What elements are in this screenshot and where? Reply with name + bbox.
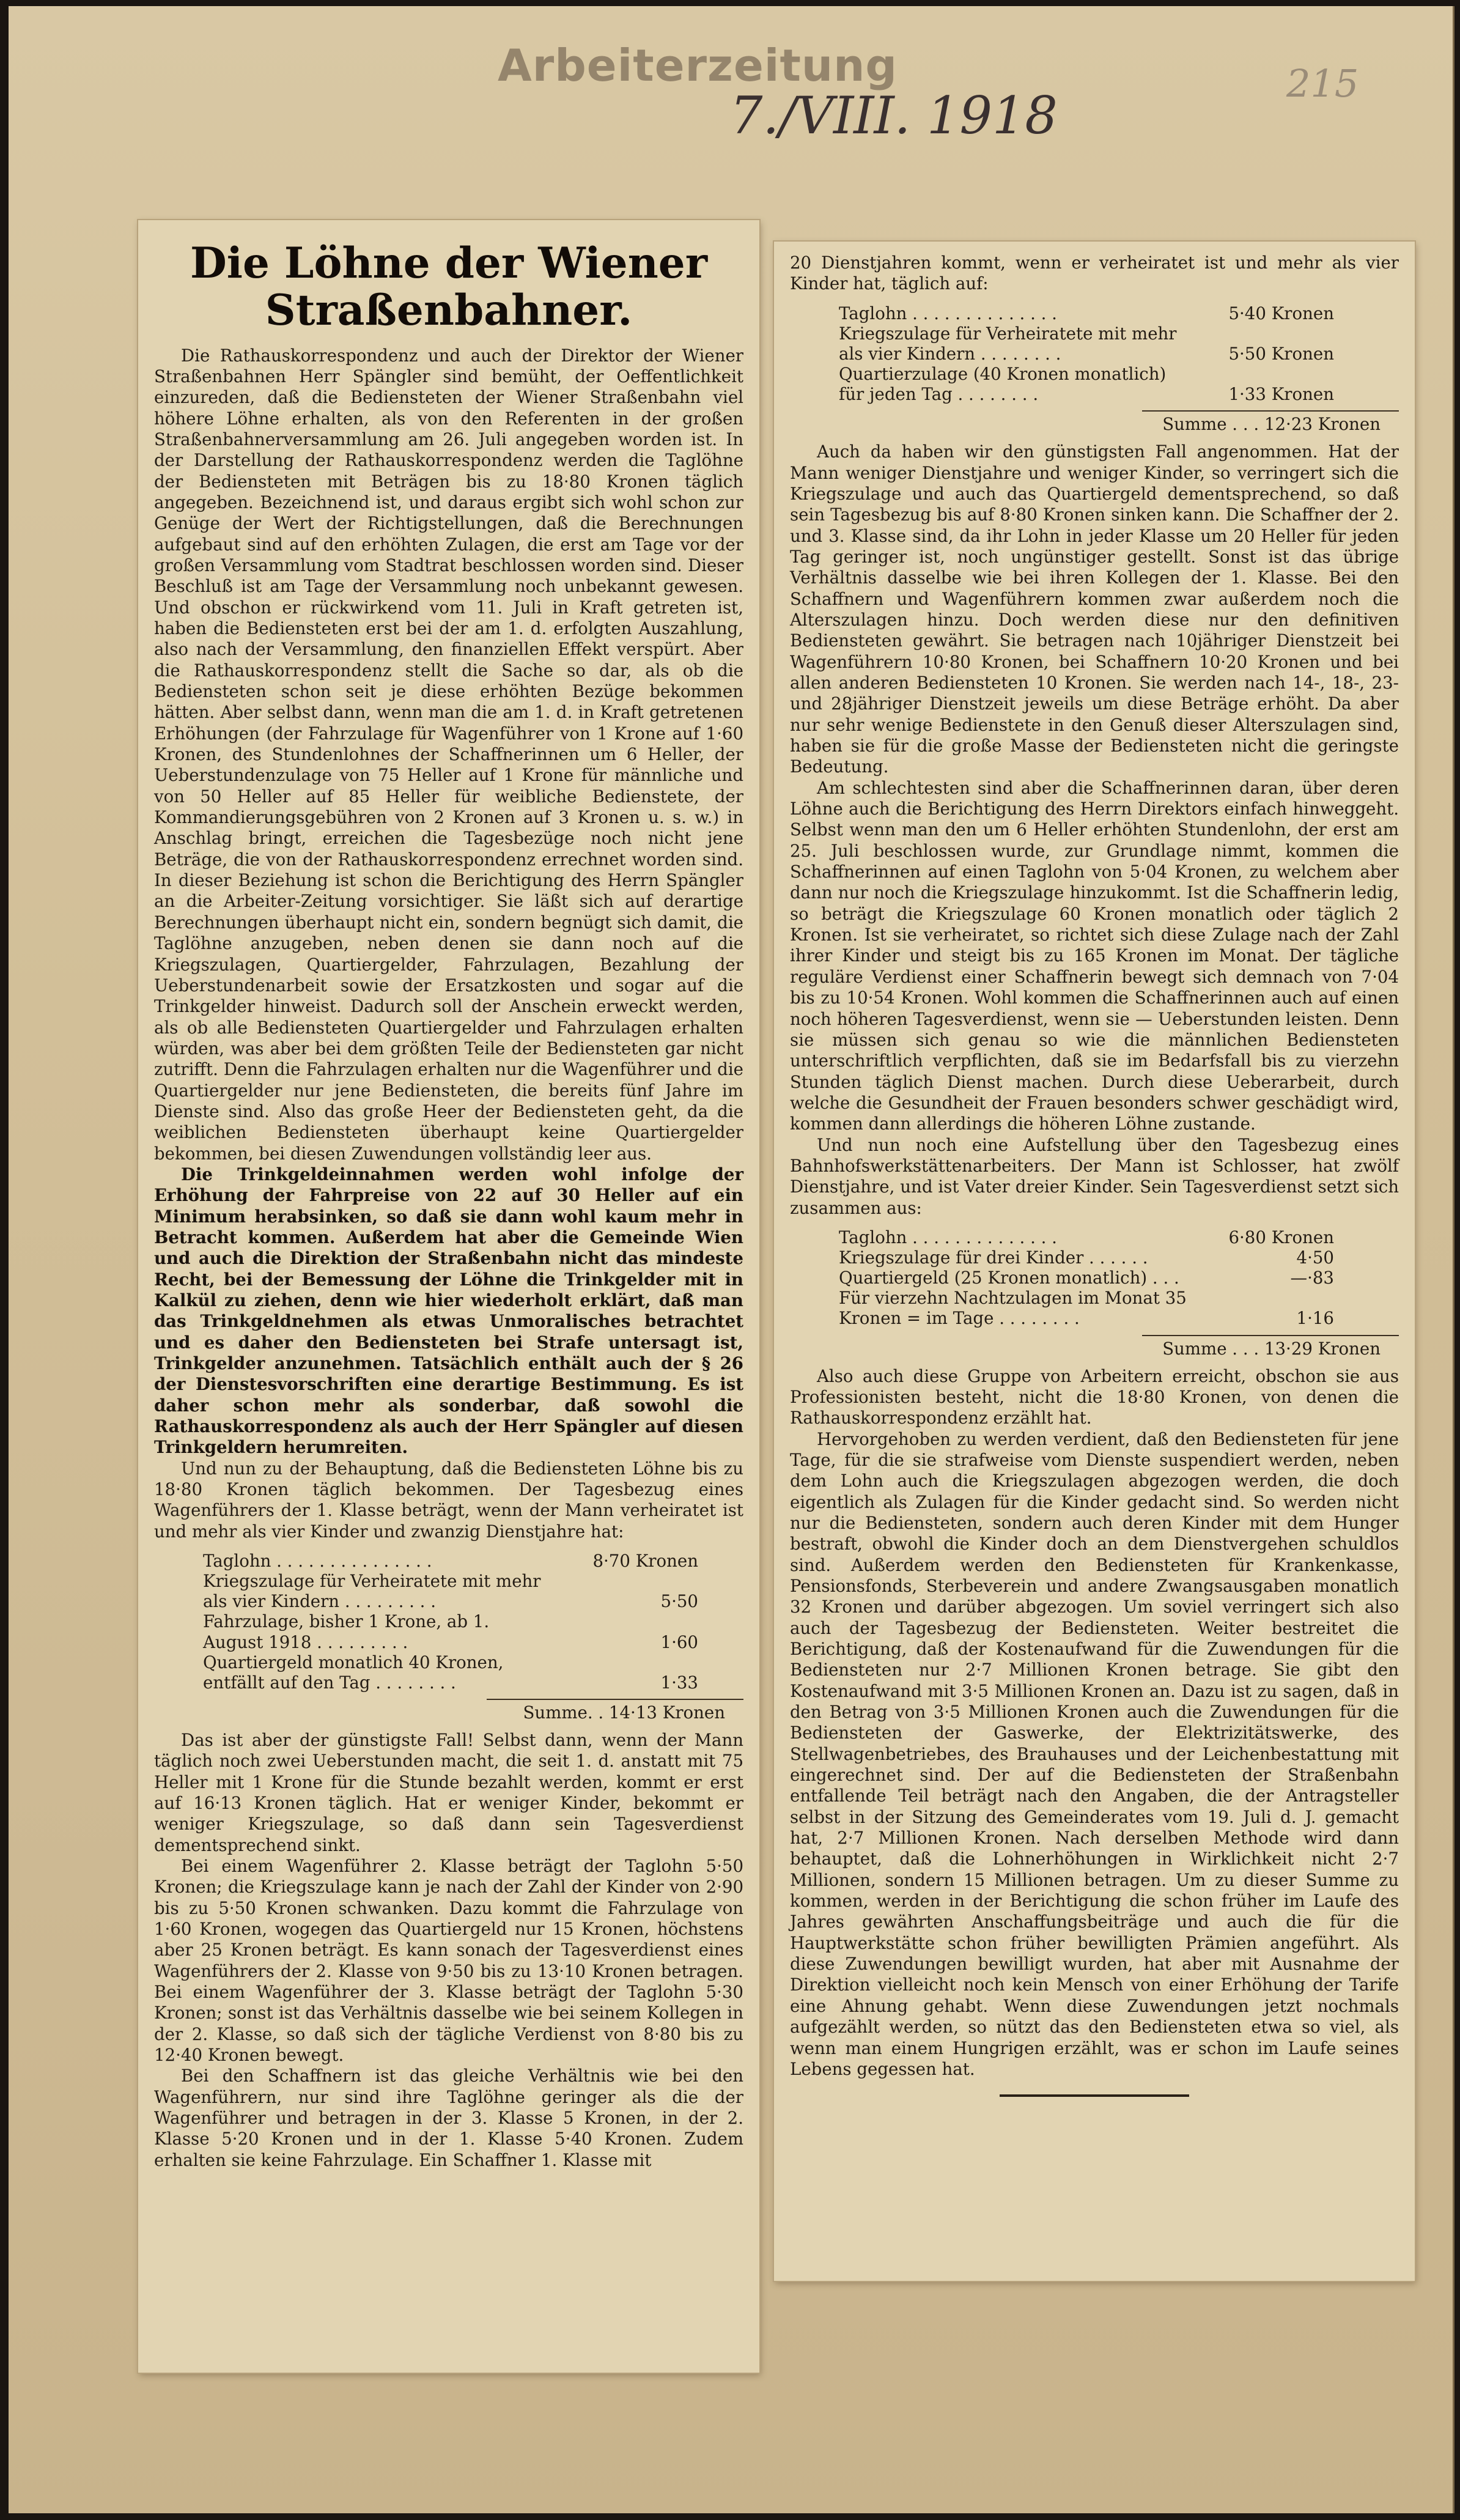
table-sum: Summe. . 14·13 Kronen: [523, 1702, 725, 1723]
table-label: Kriegszulage für drei Kinder . . . . . .: [839, 1247, 1148, 1268]
page-number: 215: [1286, 61, 1359, 106]
paragraph: Hervorgehoben zu werden verdient, daß den Bediensteten für jene Tage, für die sie strafweise vom Dienste suspendiert werden, neben dem Lohn auch die Kriegszulagen abgezogen werden, die doch eigentlich als Zulagen für die Kinder gedacht sind. So werden nicht nur die Bediensteten, sondern auch deren Kinder mit dem Hunger bestraft, obwohl die Kinder doch an dem Dienstvergehen schuldlos sind. Außerdem werden den Bediensteten für Krankenkasse, Pensionsfonds, Sterbeverein und andere Zwangsausgaben monatlich 32 Kronen und darüber abgezogen. Um soviel verringert sich also auch der Tagesbezug der Bediensteten. Weiter bestreitet die Berichtigung, daß der Kostenaufwand für die Zuwendungen für die Bediensteten nur 2·7 Millionen Kronen betrage. Sie gibt den Kostenaufwand mit 3·5 Millionen Kronen an. Dazu ist zu sagen, daß in den Betrag von 3·5 Millionen Kronen auch die Zuwendungen für die Bediensteten der Gaswerke, der Elektrizitätswerke, des Stellwagenbetriebes, des Brauhauses und der Leichenbestattung mit eingerechnet sind. Der auf die Bediensteten der Straßenbahn entfallende Teil beträgt nach den Angaben, die der Antragsteller selbst in der Sitzung des Gemeinderates vom 19. Juli d. J. gemacht hat, 2·7 Millionen Kronen. Nach derselben Methode wird dann behauptet, daß die Lohnerhöhungen in Wirklichkeit nicht 2·7 Millionen, sondern 15 Millionen betragen. Um zu dieser Summe zu kommen, werden in der Berichtigung die schon früher im Laufe des Jahres gewährten Anschaffungsbeiträge und auch die für die Hauptwerkstätte schon früher bewilligten Prämien angeführt. Als diese Zuwendungen bewilligt wurden, hat aber mit Ausnahme der Direktion vielleicht noch kein Mensch von einer Erhöhung der Tarife eine Ahnung gehabt. Wenn diese Zuwendungen jetzt nochmals aufgezählt werden, so nützt das den Bediensteten etwa so viel, als wenn man einem Hungrigen erzählt, was er schon im Laufe seines Lebens gegessen hat.: [790, 1428, 1399, 2079]
wage-table-werkstaette: [839, 1227, 1334, 1329]
paragraph: Und nun noch eine Aufstellung über den Tagesbezug eines Bahnhofswerkstättenarbeiters. Der Mann ist Schlosser, hat zwölf Dienstjahre, und ist Vater dreier Kinder. Sein Tagesverdienst setzt sich zusammen aus:: [790, 1134, 1399, 1218]
table-value: 1·60: [660, 1631, 698, 1652]
table-label: Für vierzehn Nachtzulagen im Monat 35 Kronen = im Tage . . . . . . . .: [839, 1288, 1187, 1329]
table-label: Quartierzulage (40 Kronen monatlich) für jeden Tag . . . . . . . .: [839, 364, 1167, 405]
newspaper-stamp: Arbeiterzeitung: [498, 40, 898, 91]
paragraph: Bei einem Wagenführer 2. Klasse beträgt der Taglohn 5·50 Kronen; die Kriegszulage kann je nach der Zahl der Kinder von 2·90 bis zu 5·50 Kronen schwanken. Dazu kommt die Fahrzulage von 1·60 Kronen, wogegen das Quartiergeld nur 15 Kronen, höchstens aber 25 Kronen beträgt. Es kann sonach der Tagesverdienst eines Wagenführers der 2. Klasse von 9·50 bis zu 13·10 Kronen betragen. Bei einem Wagenführer der 3. Klasse beträgt der Taglohn 5·30 Kronen; sonst ist das Verhältnis dasselbe wie bei seinem Kollegen in der 2. Klasse, so daß sich der tägliche Verdienst von 8·80 bis zu 12·40 Kronen bewegt.: [154, 1855, 743, 2066]
table-value: 5·40 Kronen: [1228, 303, 1334, 323]
table-row: [203, 1611, 698, 1652]
sum-rule: [487, 1699, 743, 1700]
table-value: 6·80 Kronen: [1228, 1227, 1334, 1247]
sum-rule: [1142, 410, 1399, 412]
paragraph: Also auch diese Gruppe von Arbeitern erreicht, obschon sie aus Professionisten besteht, nicht die 18·80 Kronen, von denen die Rathauskorrespondenz erzählt hat.: [790, 1365, 1399, 1428]
clipping-left-column: [138, 220, 759, 2373]
table-row: [839, 364, 1334, 404]
table-row: [839, 1268, 1334, 1288]
paragraph: Auch da haben wir den günstigsten Fall angenommen. Hat der Mann weniger Dienstjahre und weniger Kinder, so verringert sich die Kriegszulage und auch das Quartiergeld dementsprechend, so daß sein Tagesbezug bis auf 8·80 Kronen sinken kann. Die Schaffner der 2. und 3. Klasse sind, da ihr Lohn in jeder Klasse um 20 Heller für jeden Tag geringer ist, noch ungünstiger gestellt. Sonst ist das übrige Verhältnis dasselbe wie bei ihren Kollegen der 1. Klasse. Bei den Schaffnern und Wagenführern kommen zwar außerdem noch die Alterszulagen hinzu. Doch werden diese nur den definitiven Bediensteten gewährt. Sie betragen nach 10jähriger Dienstzeit bei Wagenführern 10·80 Kronen, bei Schaffnern 10·20 Kronen und bei allen anderen Bediensteten 10 Kronen. Sie werden nach 14-, 18-, 23- und 28jähriger Dienstzeit jeweils um diese Beträge erhöht. Da aber nur sehr wenige Bedienstete in den Genuß dieser Alterszulagen sind, haben sie für die große Masse der Bediensteten nicht die geringste Bedeutung.: [790, 442, 1399, 777]
table-label: Quartiergeld (25 Kronen monatlich) . . .: [839, 1268, 1179, 1288]
handwritten-date: 7./VIII. 1918: [730, 86, 1058, 146]
table-row: [203, 1652, 698, 1693]
table-row: [839, 1227, 1334, 1247]
table-value: 5·50: [660, 1591, 698, 1612]
table-sum: Summe . . . 13·29 Kronen: [1162, 1338, 1381, 1359]
paragraph: Und nun zu der Behauptung, daß die Bediensteten Löhne bis zu 18·80 Kronen täglich bekommen. Der Tagesbezug eines Wagenführers der 1. Klasse beträgt, wenn der Mann verheiratet ist und mehr als vier Kinder und zwanzig Dienstjahre hat:: [154, 1458, 743, 1542]
paragraph: 20 Dienstjahren kommt, wenn er verheiratet ist und mehr als vier Kinder hat, täglich auf:: [790, 253, 1399, 294]
table-row: [839, 303, 1334, 323]
table-label: Fahrzulage, bisher 1 Krone, ab 1. August 1918 . . . . . . . . .: [203, 1611, 490, 1652]
table-value: 8·70 Kronen: [592, 1551, 698, 1572]
table-value: 5·50 Kronen: [1228, 343, 1334, 364]
table-row: [203, 1571, 698, 1611]
table-row: [839, 1247, 1334, 1268]
table-value: 1·33 Kronen: [1228, 384, 1334, 405]
table-row: [839, 323, 1334, 364]
paragraph: Die Trinkgeldeinnahmen werden wohl infolge der Erhöhung der Fahrpreise von 22 auf 30 Heller auf ein Minimum herabsinken, so daß sie dann wohl kaum mehr in Betracht kommen. Außerdem hat aber die Gemeinde Wien und auch die Direktion der Straßenbahn nicht das mindeste Recht, bei der Bemessung der Löhne die Trinkgelder mit in Kalkül zu ziehen, denn wie hier wiederholt erklärt, daß man das Trinkgeldnehmen als etwas Unmoralisches betrachtet und es daher den Bediensteten bei Strafe untersagt ist, Trinkgelder anzunehmen. Tatsächlich enthält auch der § 26 der Dienstesvorschriften eine derartige Bestimmung. Es ist daher schon mehr als sonderbar, daß sowohl die Rathauskorrespondenz als auch der Herr Spängler auf diesen Trinkgeldern herumreiten.: [154, 1164, 743, 1458]
table-value: —·83: [1290, 1268, 1334, 1288]
table-row: [839, 1288, 1334, 1328]
table-sum: Summe . . . 12·23 Kronen: [1162, 414, 1381, 435]
wage-table-schaffner: [839, 303, 1334, 405]
table-value: 4·50: [1296, 1247, 1334, 1268]
paragraph: Die Rathauskorrespondenz und auch der Direktor der Wiener Straßenbahnen Herr Spängler sind bemüht, der Oeffentlichkeit einzureden, daß die Bediensteten der Wiener Straßenbahn viel höhere Löhne erhalten, als von den Referenten in der großen Straßenbahnerversammlung am 26. Juli angegeben worden ist. In der Darstellung der Rathauskorrespondenz werden die Taglöhne der Bediensteten mit Beträgen bis zu 18·80 Kronen täglich angegeben. Bezeichnend ist, und daraus ergibt sich wohl schon zur Genüge der Wert der Richtigstellungen, daß die Berechnungen aufgebaut sind auf den erhöhten Zulagen, die erst am Tage vor der großen Versammlung vom Stadtrat beschlossen worden sind. Dieser Beschluß ist am Tage der Versammlung noch unbekannt gewesen. Und obschon er rückwirkend vom 11. Juli in Kraft getreten ist, haben die Bediensteten erst bei der am 1. d. erfolgten Auszahlung, also nach der Versammlung, den finanziellen Effekt verspürt. Aber die Rathauskorrespondenz stellt die Sache so dar, als ob die Bediensteten schon seit je diese erhöhten Bezüge bekommen hätten. Aber selbst dann, wenn man die am 1. d. in Kraft getretenen Erhöhungen (der Fahrzulage für Wagenführer von 1 Krone auf 1·60 Kronen, des Stundenlohnes der Schaffnerinnen um 6 Heller, der Ueberstundenzulage von 75 Heller auf 1 Krone für männliche und von 50 Heller auf 85 Heller für weibliche Bedienstete, der Kommandierungsgebühren von 2 Kronen auf 3 Kronen u. s. w.) in Anschlag bringt, erreichen die Tagesbezüge noch nicht jene Beträge, die von der Rathauskorrespondenz errechnet worden sind. In dieser Beziehung ist schon die Berichtigung des Herrn Spängler an die Arbeiter-Zeitung vorsichtiger. Sie läßt sich auf derartige Berechnungen überhaupt nicht ein, sondern begnügt sich damit, die Taglöhne anzugeben, neben denen sie dann noch auf die Kriegszulagen, Quartiergelder, Fahrzulagen, Bezahlung der Ueberstundenarbeit sowie der Ersatzkosten und sogar auf die Trinkgelder hinweist. Dadurch soll der Anschein erweckt werden, als ob alle Bediensteten Quartiergelder und Fahrzulagen erhalten würden, was aber bei dem größten Teile der Bediensteten gar nicht zutrifft. Denn die Fahrzulagen erhalten nur die Wagenführer und die Quartiergelder nur jene Bediensteten, die bereits fünf Jahre im Dienste sind. Also das große Heer der Bediensteten geht, da die weiblichen Bediensteten überhaupt keine Quartiergelder bekommen, bei diesen Zuwendungen vollständig leer aus.: [154, 345, 743, 1164]
end-rule: [1000, 2094, 1189, 2097]
wage-table-wagenfuehrer: [203, 1551, 698, 1693]
table-row: [203, 1551, 698, 1571]
table-label: Taglohn . . . . . . . . . . . . . . .: [203, 1551, 432, 1572]
table-value: 1·16: [1296, 1308, 1334, 1329]
table-label: Taglohn . . . . . . . . . . . . . .: [839, 303, 1057, 323]
sum-rule: [1142, 1335, 1399, 1336]
paragraph: Das ist aber der günstigste Fall! Selbst dann, wenn der Mann täglich noch zwei Ueberstunden macht, die seit 1. d. anstatt mit 75 Heller mit 1 Krone für die Stunde bezahlt werden, kommt er erst auf 16·13 Kronen täglich. Hat er weniger Kinder, bekommt er weniger Kriegszulage, so daß dann sein Tagesverdienst dementsprechend sinkt.: [154, 1729, 743, 1855]
paragraph: Am schlechtesten sind aber die Schaffnerinnen daran, über deren Löhne auch die Berichtigung des Herrn Direktors einfach hinweggeht. Selbst wenn man den um 6 Heller erhöhten Stundenlohn, der erst am 25. Juli beschlossen wurde, zur Grundlage nimmt, kommen die Schaffnerinnen auf einen Taglohn von 5·04 Kronen, zu welchem aber dann nur noch die Kriegszulage hinzukommt. Ist die Schaffnerin ledig, so beträgt die Kriegszulage 60 Kronen monatlich oder täglich 2 Kronen. Ist sie verheiratet, so richtet sich diese Zulage nach der Zahl ihrer Kinder und steigt bis zu 165 Kronen im Monat. Der tägliche reguläre Verdienst einer Schaffnerin bewegt sich demnach von 7·04 bis zu 10·54 Kronen. Wohl kommen die Schaffnerinnen auch auf einen noch höheren Tagesverdienst, wenn sie — Ueberstunden leisten. Denn sie müssen sich genau so wie die männlichen Bediensteten unterschriftlich verpflichten, daß sie im Bedarfsfall bis zu vierzehn Stunden täglich Dienst machen. Durch diese Ueberarbeit, durch welche die Gesundheit der Frauen besonders schwer geschädigt wird, kommen dann allerdings die höheren Löhne zustande.: [790, 777, 1399, 1134]
article-headline: Die Löhne der Wiener Straßenbahner.: [190, 238, 708, 336]
table-value: 1·33: [660, 1672, 698, 1693]
table-label: Kriegszulage für Verheiratete mit mehr als vier Kindern . . . . . . . . .: [203, 1571, 541, 1612]
table-label: Kriegszulage für Verheiratete mit mehr als vier Kindern . . . . . . . .: [839, 323, 1177, 364]
paragraph: Bei den Schaffnern ist das gleiche Verhältnis wie bei den Wagenführern, nur sind ihre Taglöhne geringer als die der Wagenführer und betragen in der 3. Klasse 5 Kronen, in der 2. Klasse 5·20 Kronen und in der 1. Klasse 5·40 Kronen. Zudem erhalten sie keine Fahrzulage. Ein Schaffner 1. Klasse mit: [154, 2066, 743, 2170]
clipping-right-column: [774, 242, 1415, 2281]
table-label: Quartiergeld monatlich 40 Kronen, entfällt auf den Tag . . . . . . . .: [203, 1652, 504, 1693]
table-label: Taglohn . . . . . . . . . . . . . .: [839, 1227, 1057, 1247]
